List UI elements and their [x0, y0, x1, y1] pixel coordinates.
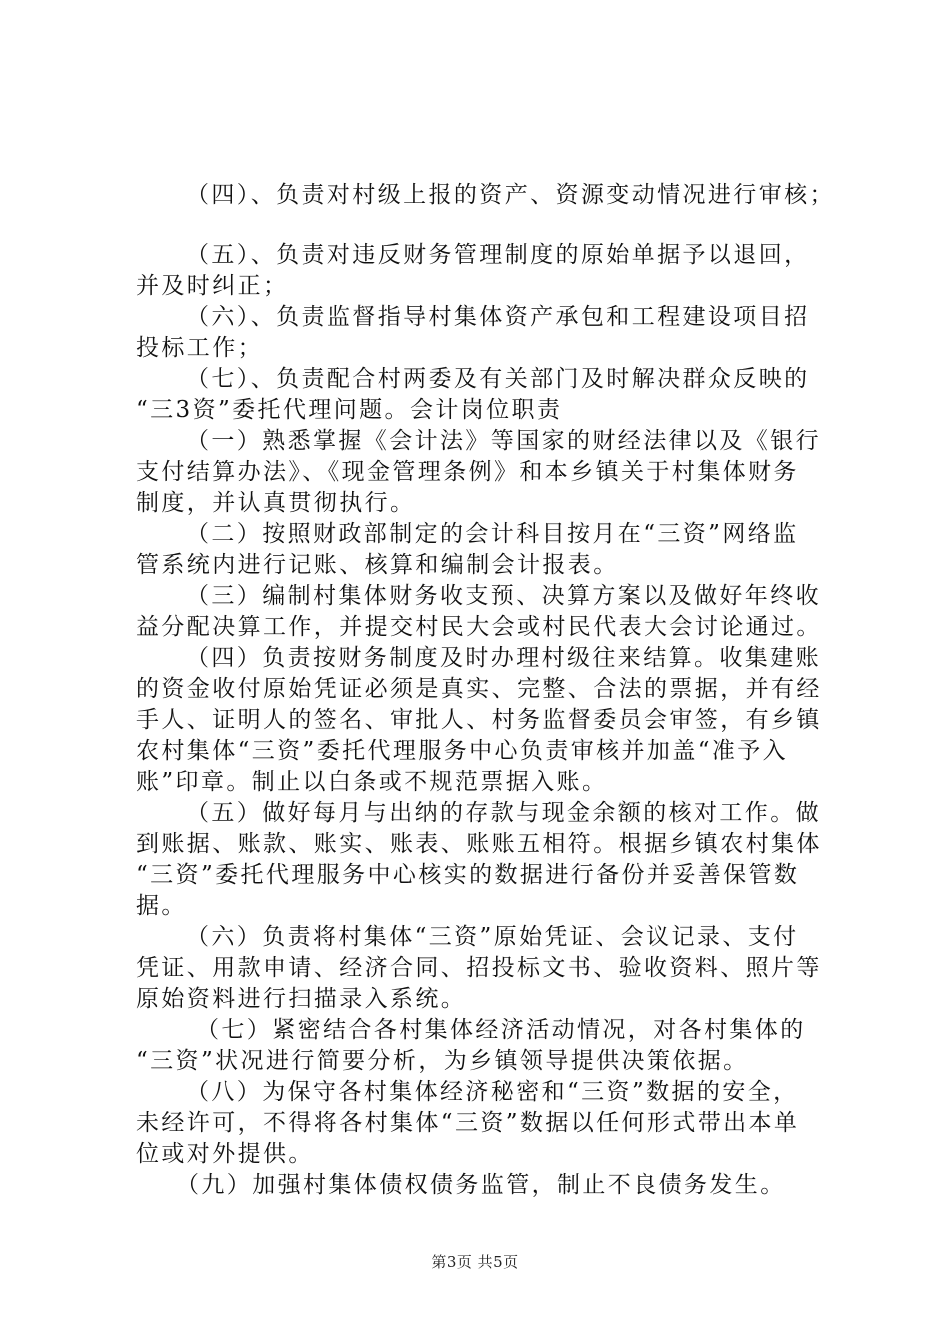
- paragraph-line: 并及时纠正；: [136, 273, 289, 299]
- paragraph-line: （六）负责将村集体“三资”原始凭证、会议记录、支付: [186, 924, 799, 950]
- paragraph-line: 农村集体“三资”委托代理服务中心负责审核并加盖“准予入: [136, 738, 789, 764]
- page-number-footer: 第3页 共5页: [431, 1253, 519, 1271]
- paragraph-line: 位或对外提供。: [136, 1141, 314, 1167]
- paragraph-line: 凭证、用款申请、经济合同、招投标文书、验收资料、照片等: [136, 955, 822, 981]
- paragraph-line: （四）、负责对村级上报的资产、资源变动情况进行审核；: [186, 182, 835, 208]
- paragraph-line: （六）、负责监督指导村集体资产承包和工程建设项目招: [186, 304, 810, 330]
- paragraph-line: （四）负责按财务制度及时办理村级往来结算。收集建账: [186, 645, 821, 671]
- paragraph-line: “三资”委托代理服务中心核实的数据进行备份并妥善保管数: [136, 862, 800, 888]
- paragraph-line: （七）紧密结合各村集体经济活动情况，对各村集体的: [196, 1017, 806, 1043]
- paragraph-line: “三3资”委托代理问题。会计岗位职责: [136, 397, 563, 423]
- paragraph-line: （八）为保守各村集体经济秘密和“三资”数据的安全，: [186, 1079, 799, 1105]
- paragraph-line: “三资”状况进行简要分析，为乡镇领导提供决策依据。: [136, 1048, 749, 1074]
- paragraph-line: （七）、负责配合村两委及有关部门及时解决群众反映的: [186, 366, 810, 392]
- paragraph-line: 支付结算办法》、《现金管理条例》和本乡镇关于村集体财务: [136, 459, 799, 485]
- paragraph-line: 的资金收付原始凭证必须是真实、完整、合法的票据，并有经: [136, 676, 822, 702]
- paragraph-line: 未经许可，不得将各村集体“三资”数据以任何形式带出本单: [136, 1110, 800, 1136]
- paragraph-line: （三）编制村集体财务收支预、决算方案以及做好年终收: [186, 583, 821, 609]
- paragraph-line: （一）熟悉掌握《会计法》等国家的财经法律以及《银行: [186, 428, 821, 454]
- paragraph-line: 原始资料进行扫描录入系统。: [136, 986, 467, 1012]
- paragraph-line: 到账据、账款、账实、账表、账账五相符。根据乡镇农村集体: [136, 831, 822, 857]
- paragraph-line: 益分配决算工作，并提交村民大会或村民代表大会讨论通过。: [136, 614, 822, 640]
- paragraph-line: 管系统内进行记账、核算和编制会计报表。: [136, 552, 619, 578]
- paragraph-line: 制度，并认真贯彻执行。: [136, 490, 416, 516]
- paragraph-line: 据。: [136, 893, 187, 919]
- paragraph-line: （五）、负责对违反财务管理制度的原始单据予以退回，: [186, 242, 810, 268]
- paragraph-line: （五）做好每月与出纳的存款与现金余额的核对工作。做: [186, 800, 821, 826]
- paragraph-line: 投标工作；: [136, 335, 263, 361]
- paragraph-line: 手人、证明人的签名、审批人、村务监督委员会审签，有乡镇: [136, 707, 822, 733]
- paragraph-line: 账”印章。制止以白条或不规范票据入账。: [136, 769, 608, 795]
- paragraph-line: （九）加强村集体债权债务监管，制止不良债务发生。: [176, 1172, 786, 1198]
- paragraph-line: （二）按照财政部制定的会计科目按月在“三资”网络监: [186, 521, 799, 547]
